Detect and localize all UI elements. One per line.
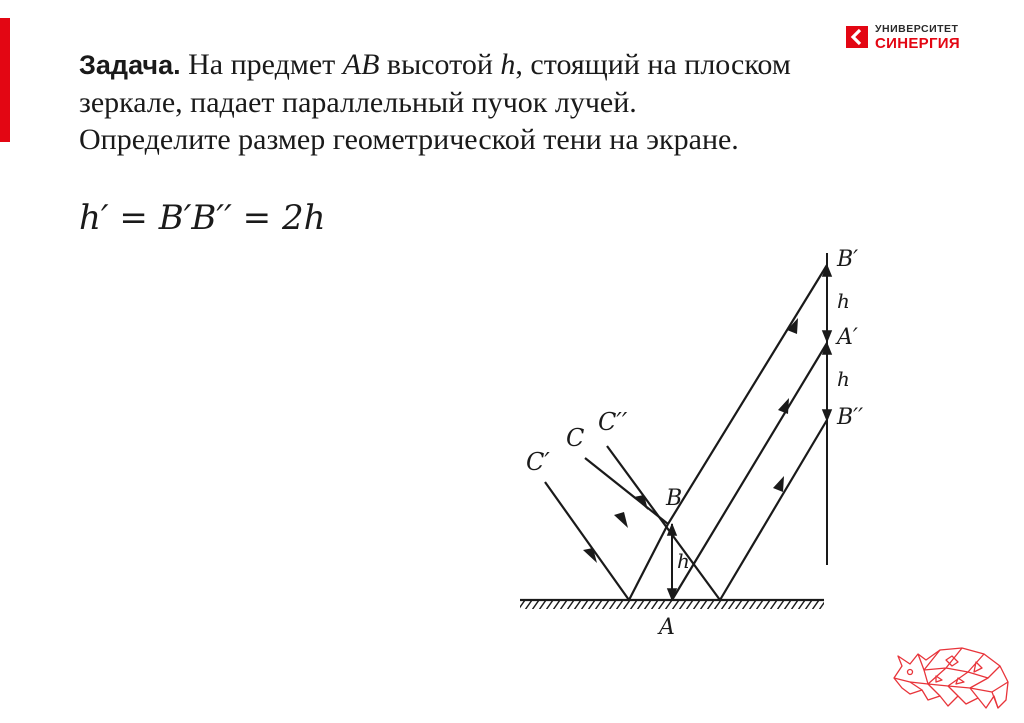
ray-a-prime-reflected (629, 524, 668, 600)
arrow-reflected-3 (773, 476, 784, 492)
incident-rays (545, 446, 720, 600)
logo-synergy-word: СИНЕРГИЯ (875, 34, 960, 52)
label-c-double: C′′ (598, 408, 628, 436)
ray-b-double-reflected (720, 420, 827, 600)
ray-c-prime-incident (545, 482, 629, 600)
arrow-reflected-2 (778, 398, 789, 414)
optics-diagram (490, 238, 890, 648)
task-height-h: h (500, 48, 516, 81)
label-h-object: h (677, 549, 690, 573)
logo-university-word: УНИВЕРСИТЕТ (875, 23, 959, 35)
label-b-prime: B′ (837, 247, 859, 272)
label-a: A (659, 615, 675, 640)
task-text-1b: высотой (379, 48, 501, 81)
arrow-c (614, 512, 628, 528)
ray-a-prime-reflected-2 (672, 343, 827, 600)
answer-formula: h′ = B′B′′ = 2h (79, 198, 326, 238)
task-text-1a: На предмет (180, 48, 343, 81)
label-a-prime: A′ (837, 325, 858, 350)
task-line-3: Определите размер геометрической тени на экране. (79, 123, 739, 156)
ray-b-prime-reflected (668, 265, 827, 524)
label-b: B (666, 486, 683, 511)
reflected-rays (629, 265, 827, 600)
ray-arrows (583, 318, 798, 563)
task-object-ab: AB (342, 48, 380, 81)
task-statement (79, 46, 979, 158)
label-h-top: h (837, 289, 850, 313)
label-c-prime: C′ (526, 448, 550, 476)
task-line-1 (79, 46, 979, 84)
ray-c-incident (585, 458, 668, 524)
mirror (520, 600, 824, 609)
rhino-mascot-icon (888, 638, 1014, 718)
task-line-2: зеркале, падает параллельный пучок лучей. (79, 86, 637, 119)
label-h-mid: h (837, 367, 850, 391)
task-label: Задача. (79, 50, 181, 80)
label-c: C (566, 424, 585, 452)
label-b-double: B′′ (837, 405, 864, 430)
task-text-1c: , стоящий на плоском (515, 48, 791, 81)
synergy-logo-icon (846, 26, 868, 48)
accent-bar (0, 18, 10, 142)
